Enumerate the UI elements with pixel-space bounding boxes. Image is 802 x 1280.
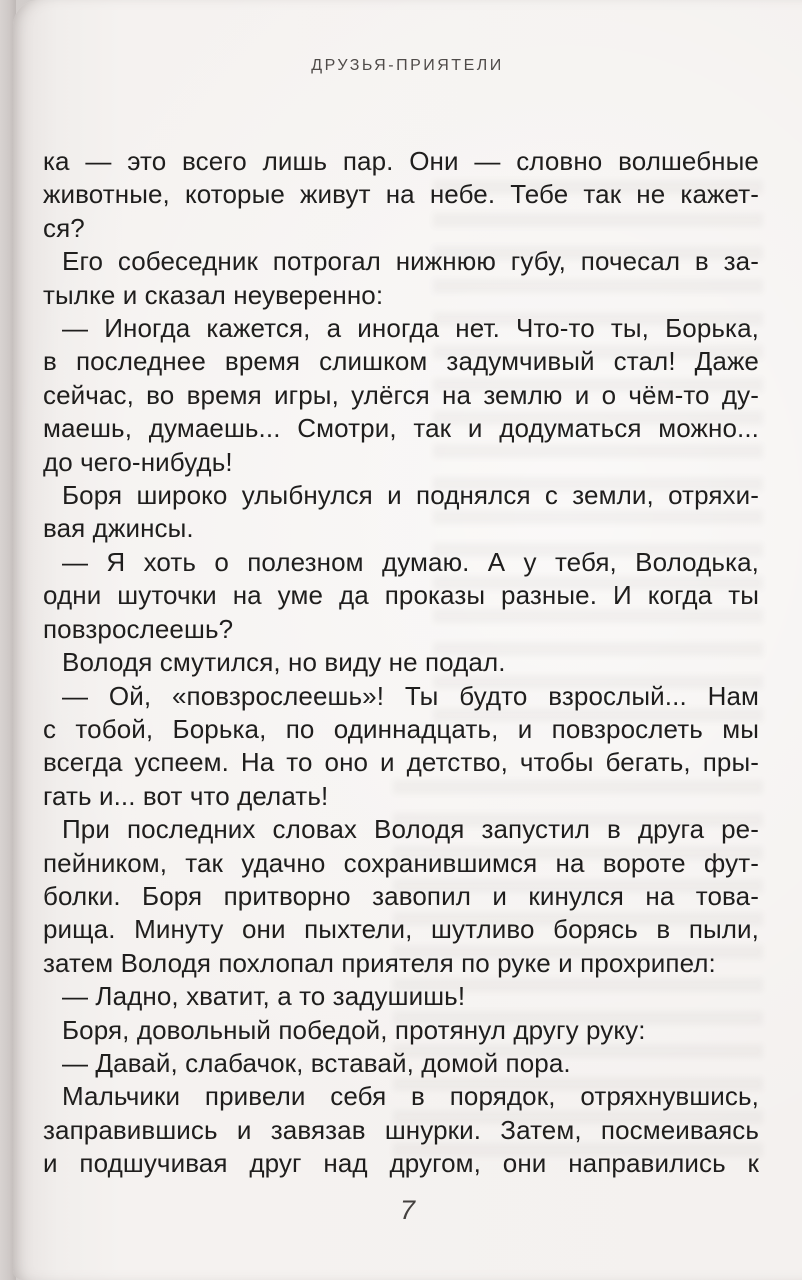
text-line: с тобой, Борька, по одиннадцать, и повзрослеть мы [43,713,759,744]
text-line: до чего-нибудь! [43,446,233,477]
paragraph [43,813,759,980]
text-line: — Я хоть о полезном думаю. А у тебя, Володька, [62,546,759,577]
paragraph [43,980,759,1013]
running-header: ДРУЗЬЯ-ПРИЯТЕЛИ [311,57,504,74]
text-line: Его собеседник потрогал нижнюю губу, почесал в за- [62,246,759,277]
text-line: — Иногда кажется, а иногда нет. Что-то ты, Борька, [62,313,759,344]
text-line: повзрослеешь? [43,613,234,644]
text-line: рища. Минуту они пыхтели, шутливо борясь в пыли, [43,914,759,945]
text-line: Володя смутился, но виду не подал. [62,647,506,678]
paragraph [43,1014,759,1047]
text-line: — Ой, «повзрослеешь»! Ты будто взрослый... Нам [62,680,759,711]
paragraph [43,680,759,814]
paragraph [43,145,759,245]
paragraph [43,1080,759,1180]
paragraph [43,646,759,679]
page-text [43,145,759,1181]
page-number: 7 [399,1195,416,1225]
text-line: гать и... вот что делать! [43,780,329,811]
text-line: маешь, думаешь... Смотри, так и додуматься можно... [43,413,759,444]
text-line: одни шуточки на уме да проказы разные. И когда ты [43,580,759,611]
text-line: Боря широко улыбнулся и поднялся с земли, отряхи- [62,480,759,511]
text-line: пейником, так удачно сохранившимся на вороте фут- [43,847,759,878]
paragraph [43,245,759,312]
text-line: животные, которые живут на небе. Тебе так не кажет- [43,179,759,210]
text-line: болки. Боря притворно завопил и кинулся на това- [43,880,759,911]
book-page [13,0,802,1280]
text-line: — Ладно, хватит, а то задушишь! [62,981,466,1012]
text-line: всегда успеем. На то оно и детство, чтобы бегать, пры- [43,747,759,778]
text-line: вая джинсы. [43,513,194,544]
text-line: сейчас, во время игры, улёгся на землю и о чём-то ду- [43,379,759,410]
paragraph [43,479,759,546]
text-line: тылке и сказал неуверенно: [43,279,384,310]
text-line: заправившись и завязав шнурки. Затем, посмеиваясь [43,1114,759,1145]
text-line: затем Володя похлопал приятеля по руке и прохрипел: [43,947,716,978]
text-line: ка — это всего лишь пар. Они — словно волшебные [43,146,759,176]
text-line: При последних словах Володя запустил в друга ре- [62,814,759,845]
text-line: и подшучивая друг над другом, они направились к [43,1148,759,1179]
paragraph [43,312,759,479]
text-line: — Давай, слабачок, вставай, домой пора. [62,1047,571,1078]
text-line: Боря, довольный победой, протянул другу руку: [62,1014,646,1045]
paragraph [43,546,759,646]
paragraph [43,1047,759,1080]
text-line: в последнее время слишком задумчивый стал! Даже [43,346,759,377]
text-line: ся? [43,212,85,243]
text-line: Мальчики привели себя в порядок, отряхнувшись, [62,1081,759,1112]
